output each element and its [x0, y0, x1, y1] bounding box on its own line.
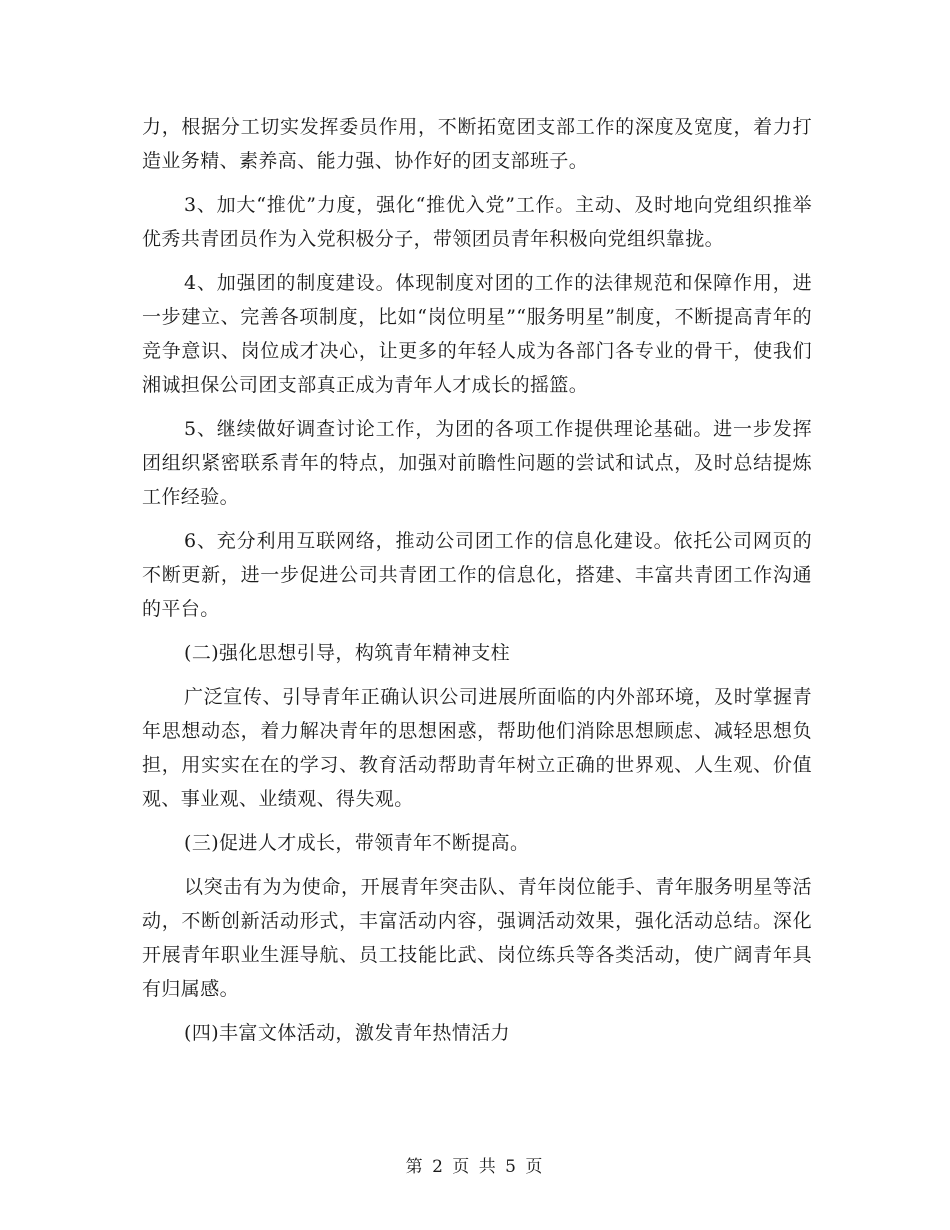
section-heading: (四)丰富文体活动，激发青年热情活力	[184, 1022, 511, 1044]
paragraph: 力，根据分工切实发挥委员作用，不断拓宽团支部工作的深度及宽度，着力打造业务精、素养高、能力强、协作好的团支部班子。	[142, 116, 812, 172]
document-body	[142, 110, 812, 1050]
paragraph: 5、继续做好调查讨论工作，为团的各项工作提供理论基础。进一步发挥团组织紧密联系青年的特点，加强对前瞻性问题的尝试和试点，及时总结提炼工作经验。	[142, 418, 812, 508]
page-number-footer: 第 2 页 共 5 页	[405, 1157, 545, 1177]
section-heading: (二)强化思想引导，构筑青年精神支柱	[184, 642, 511, 664]
paragraph: 广泛宣传、引导青年正确认识公司进展所面临的内外部环境，及时掌握青年思想动态，着力解决青年的思想困惑，帮助他们消除思想顾虑、减轻思想负担，用实实在在的学习、教育活动帮助青年树立正确的世界观、人生观、价值观、事业观、业绩观、得失观。	[142, 686, 812, 810]
paragraph: 3、加大“推优”力度，强化“推优入党”工作。主动、及时地向党组织推举优秀共青团员作为入党积极分子，带领团员青年积极向党组织靠拢。	[142, 194, 812, 250]
paragraph: 4、加强团的制度建设。体现制度对团的工作的法律规范和保障作用，进一步建立、完善各项制度，比如“岗位明星”“服务明星”制度，不断提高青年的竞争意识、岗位成才决心，让更多的年轻人成为各部门各专业的骨干，使我们湘诚担保公司团支部真正成为青年人才成长的摇篮。	[142, 272, 812, 396]
section-heading: (三)促进人才成长，带领青年不断提高。	[184, 832, 530, 854]
paragraph: 6、充分利用互联网络，推动公司团工作的信息化建设。依托公司网页的不断更新，进一步促进公司共青团工作的信息化，搭建、丰富共青团工作沟通的平台。	[142, 530, 812, 620]
paragraph: 以突击有为为使命，开展青年突击队、青年岗位能手、青年服务明星等活动，不断创新活动形式，丰富活动内容，强调活动效果，强化活动总结。深化开展青年职业生涯导航、员工技能比武、岗位练兵等各类活动，使广阔青年具有归属感。	[142, 876, 812, 1000]
